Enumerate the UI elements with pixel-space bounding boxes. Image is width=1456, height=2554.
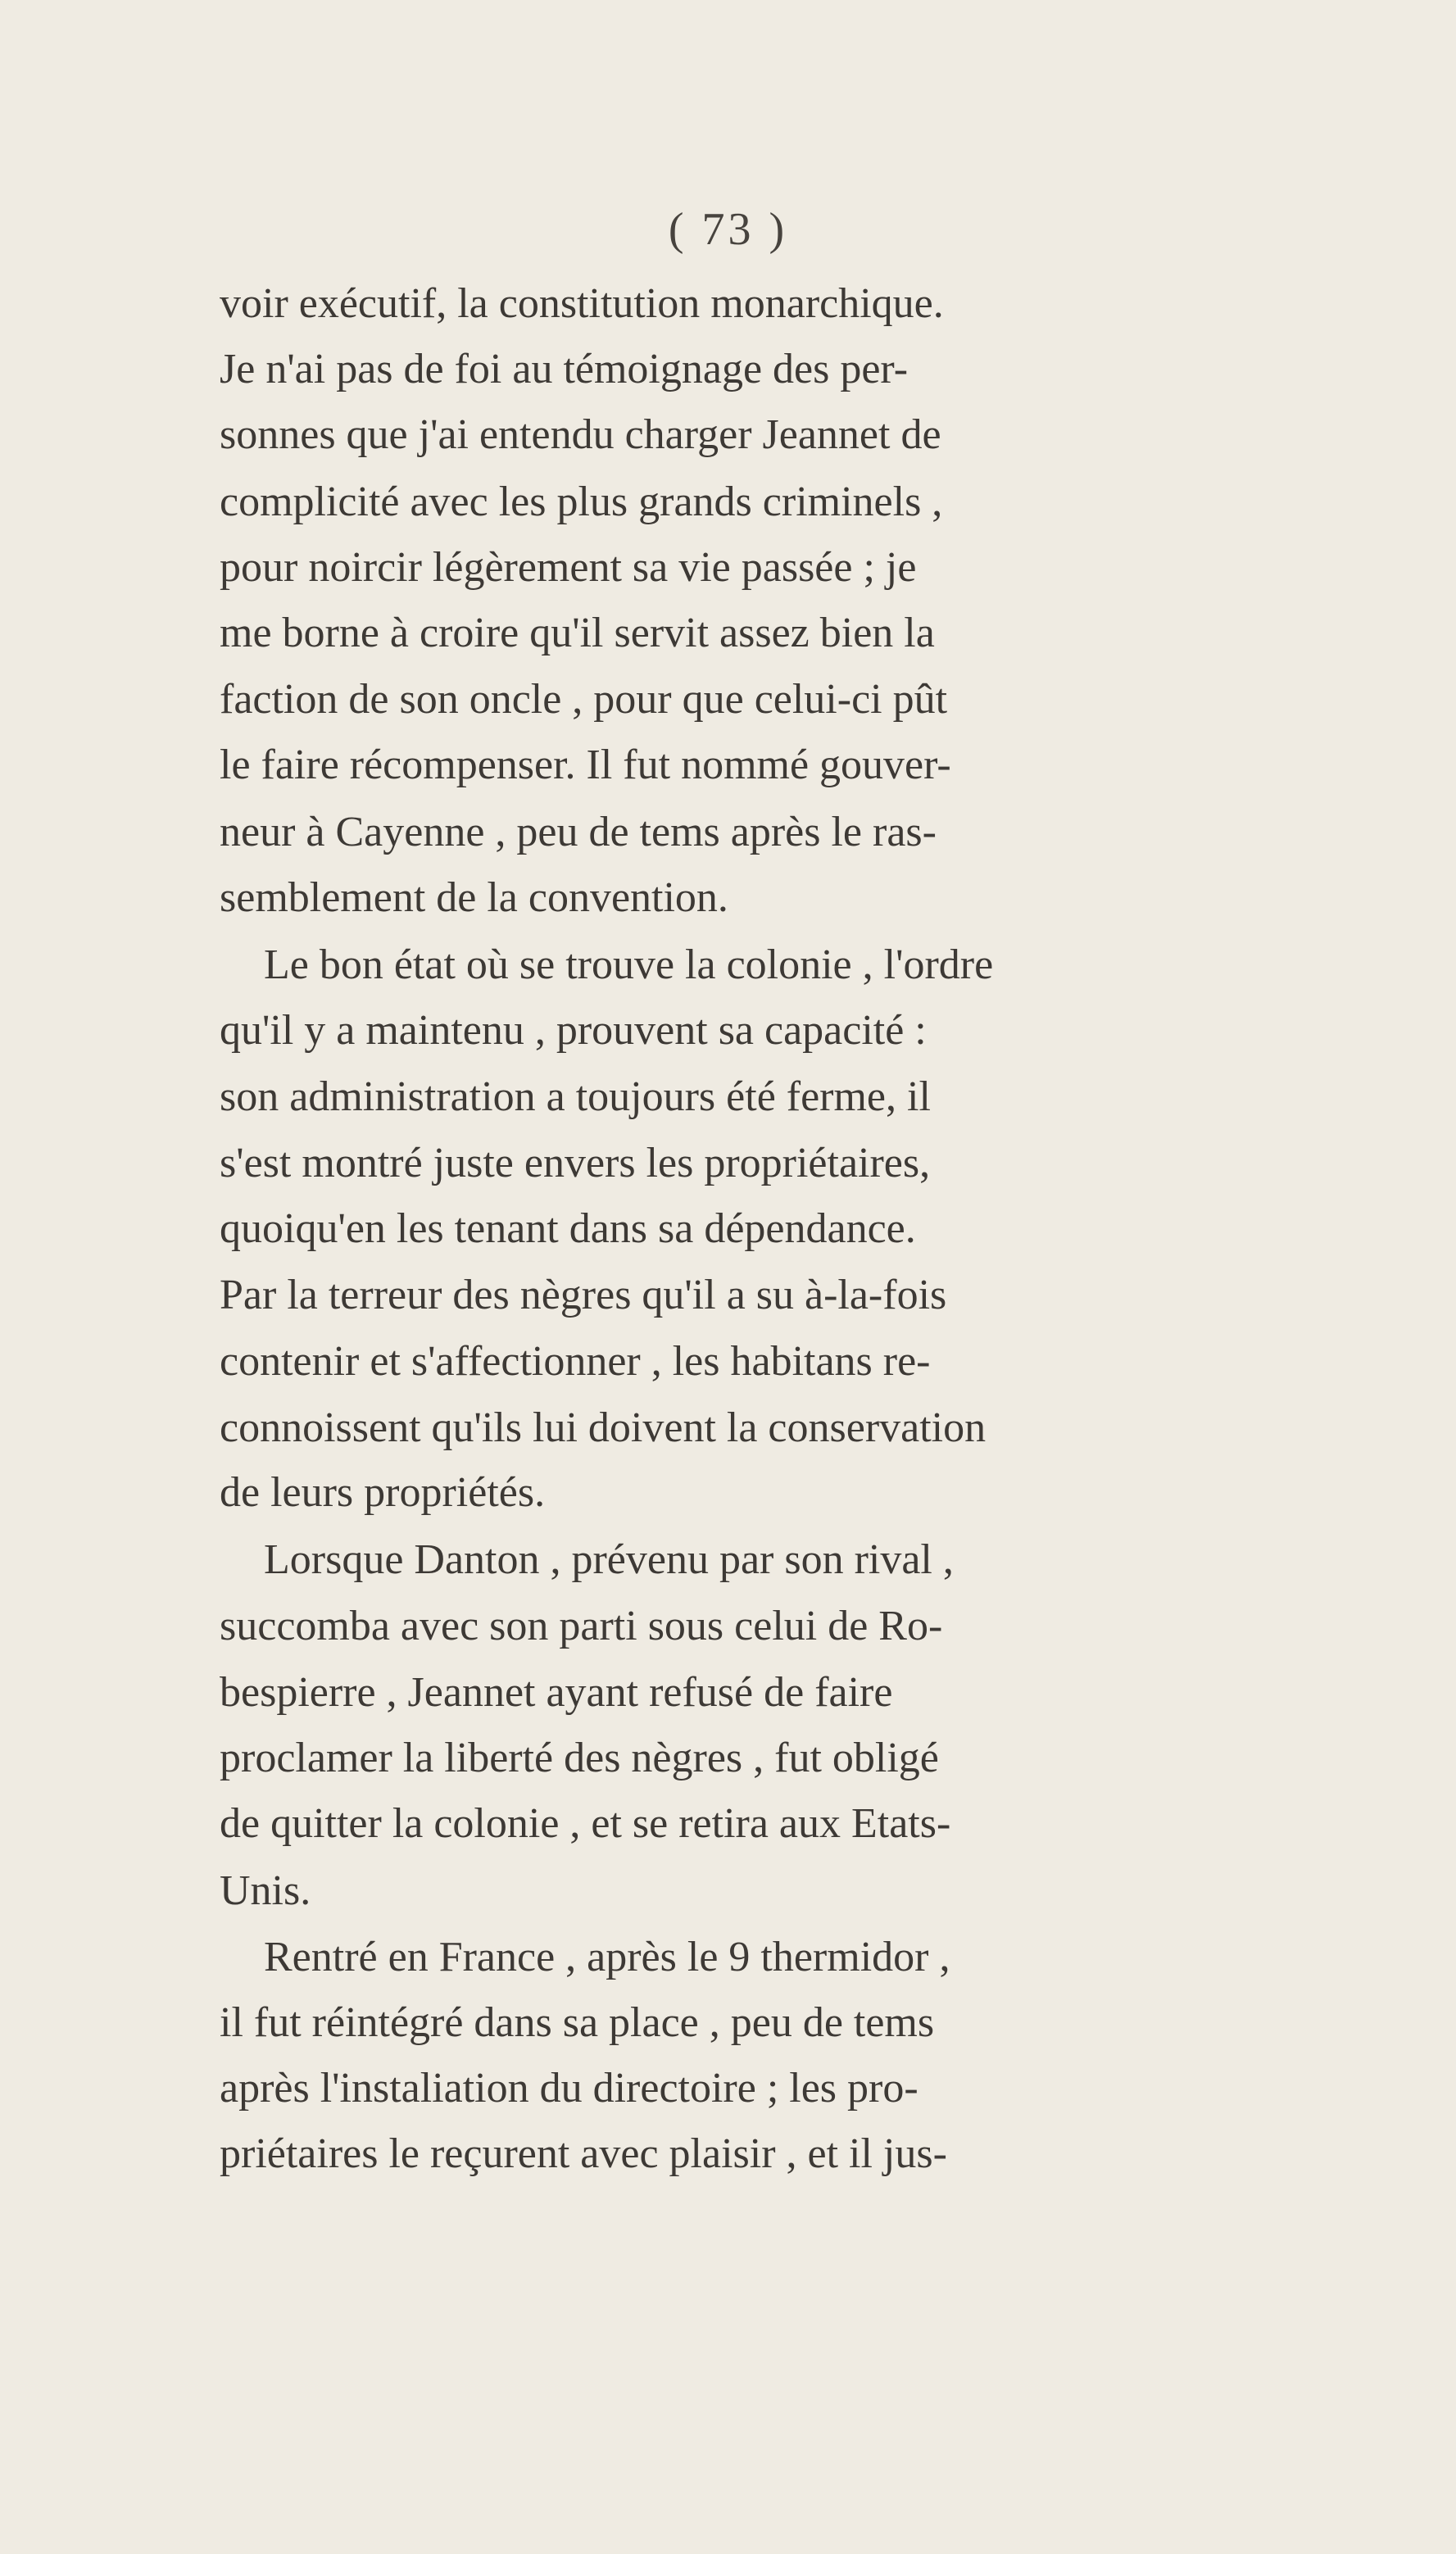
book-page: ( 73 ) voir exécutif, la constitution monarchique. Je n'ai pas de foi au témoignage des per- sonnes que j'ai entendu charger Jeannet de complicité avec les plus grands criminels , pour noircir légèrement sa vie passée ; je me borne à croire qu'il servit assez bien la faction de son oncle , pour que celui-ci pût le faire récompenser. Il fut nommé gouver- neur à Cayenne , peu de tems après le ras- semblement de la convention. Le bon état où se trouve la colonie , l'ordre qu'il y a maintenu , prouvent sa capacité : son administration a toujours été ferme, il s'est montré juste envers les propriétaires, quoiqu'en les tenant dans sa dépendance. Par la terreur des nègres qu'il a su à-la-fois contenir et s'affectionner , les habitans re- connoissent qu'ils lui doivent la conservation de leurs propriétés. Lorsque Danton , prévenu par son rival , succomba avec son parti sous celui de Ro- bespierre , Jeannet ayant refusé de faire proclamer la liberté des nègres , fut obligé de quitter la colonie , et se retira aux Etats- Unis. Rentré en France , après le 9 thermidor , il fut réintégré dans sa place , peu de tems après l'instaliation du directoire ; les pro- priétaires le reçurent avec plaisir , et il jus- [0, 0, 1456, 2554]
page-number: ( 73 ) [668, 204, 788, 255]
